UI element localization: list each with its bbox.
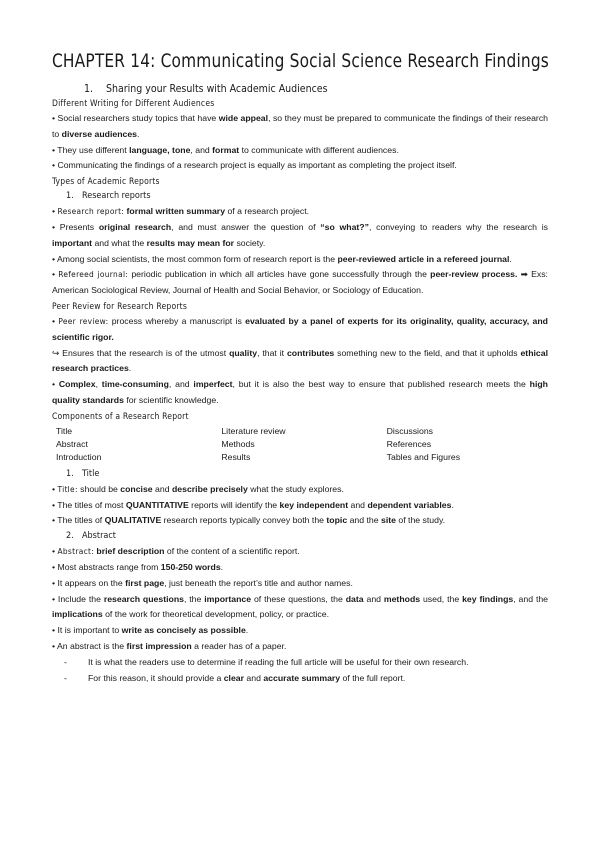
table-cell: Discussions xyxy=(386,425,433,436)
table-cell: Tables and Figures xyxy=(386,451,461,462)
components-table xyxy=(56,425,552,464)
paragraph: • It appears on the first page, just beneath the report’s title and author names. xyxy=(52,577,353,588)
paragraph: • It is important to write as concisely as possible. xyxy=(52,625,249,636)
table-cell: Introduction xyxy=(56,451,102,462)
paragraph: • Presents original research, and must answer the question of “so what?”, conveying to readers why the research is important and what the results may mean for society. xyxy=(52,221,548,248)
table-row xyxy=(56,451,552,464)
table-cell: References xyxy=(386,438,432,449)
subsection-heading: 1. Research reports xyxy=(66,191,151,202)
paragraph: • Social researchers study topics that have wide appeal, so they must be prepared to communicate the findings of their research to diverse audiences. xyxy=(52,113,548,139)
chapter-title: CHAPTER 14: Communicating Social Science Research Findings xyxy=(52,50,549,72)
subheading-peer-review: Peer Review for Research Reports xyxy=(52,301,188,312)
paragraph: • Communicating the findings of a research project is equally as important as completing the project itself. xyxy=(52,160,457,171)
paragraph: • Among social scientists, the most common form of research report is the peer-reviewed article in a refereed journal. xyxy=(52,253,512,264)
paragraph: • An abstract is the first impression a reader has of a paper. xyxy=(52,640,287,651)
paragraph: • The titles of QUALITATIVE research reports typically convey both the topic and the site of the study. xyxy=(52,515,446,526)
section-number: 1. xyxy=(84,83,94,95)
paragraph: • Include the research questions, the importance of these questions, the data and methods used, the key findings, and the implications of the work for theoretical development, policy, or practice. xyxy=(52,593,549,620)
section-heading xyxy=(84,82,548,96)
subheading-types: Types of Academic Reports xyxy=(52,177,160,188)
paragraph: ↪ Ensures that the research is of the utmost quality, that it contributes something new to the field, and that it upholds ethical research practices. xyxy=(52,347,548,374)
paragraph: • Peer review: process whereby a manuscript is evaluated by a panel of experts for its originality, quality, accuracy, and scientific rigor. xyxy=(52,315,548,342)
paragraph: • The titles of most QUANTITATIVE reports will identify the key independent and dependent variables. xyxy=(52,499,454,510)
table-cell: Literature review xyxy=(221,425,286,436)
table-cell: Abstract xyxy=(56,438,88,449)
dash-list-item: - For this reason, it should provide a clear and accurate summary of the full report. xyxy=(64,672,406,683)
subheading-components: Components of a Research Report xyxy=(52,411,189,422)
dash-list-item: - It is what the readers use to determine if reading the full article will be useful for their own research. xyxy=(64,656,469,667)
subsection-heading: 1. Title xyxy=(66,468,100,479)
paragraph: • They use different language, tone, and format to communicate with different audiences. xyxy=(52,144,399,155)
subsection-heading: 2. Abstract xyxy=(66,531,116,542)
paragraph: • Complex, time-consuming, and imperfect, but it is also the best way to ensure that published research meets the high quality standards for scientific knowledge. xyxy=(52,379,548,405)
table-row xyxy=(56,438,552,451)
paragraph: • Refereed journal: periodic publication in which all articles have gone successfully through the peer-review process. ➡ Exs: American Sociological Review, Journal of Health and Social Behavior, or Sociology of Education. xyxy=(52,269,548,296)
subheading-different-writing: Different Writing for Different Audiences xyxy=(52,99,215,109)
table-row xyxy=(56,425,552,438)
paragraph: • Abstract: brief description of the content of a scientific report. xyxy=(52,546,300,557)
section-label: Sharing your Results with Academic Audiences xyxy=(106,83,328,95)
table-cell: Title xyxy=(56,425,73,436)
paragraph: • Research report: formal written summary of a research project. xyxy=(52,206,310,217)
paragraph: • Most abstracts range from 150-250 words. xyxy=(52,561,224,572)
table-cell: Results xyxy=(221,451,251,462)
paragraph: • Title: should be concise and describe precisely what the study explores. xyxy=(52,483,344,494)
table-cell: Methods xyxy=(221,438,255,449)
